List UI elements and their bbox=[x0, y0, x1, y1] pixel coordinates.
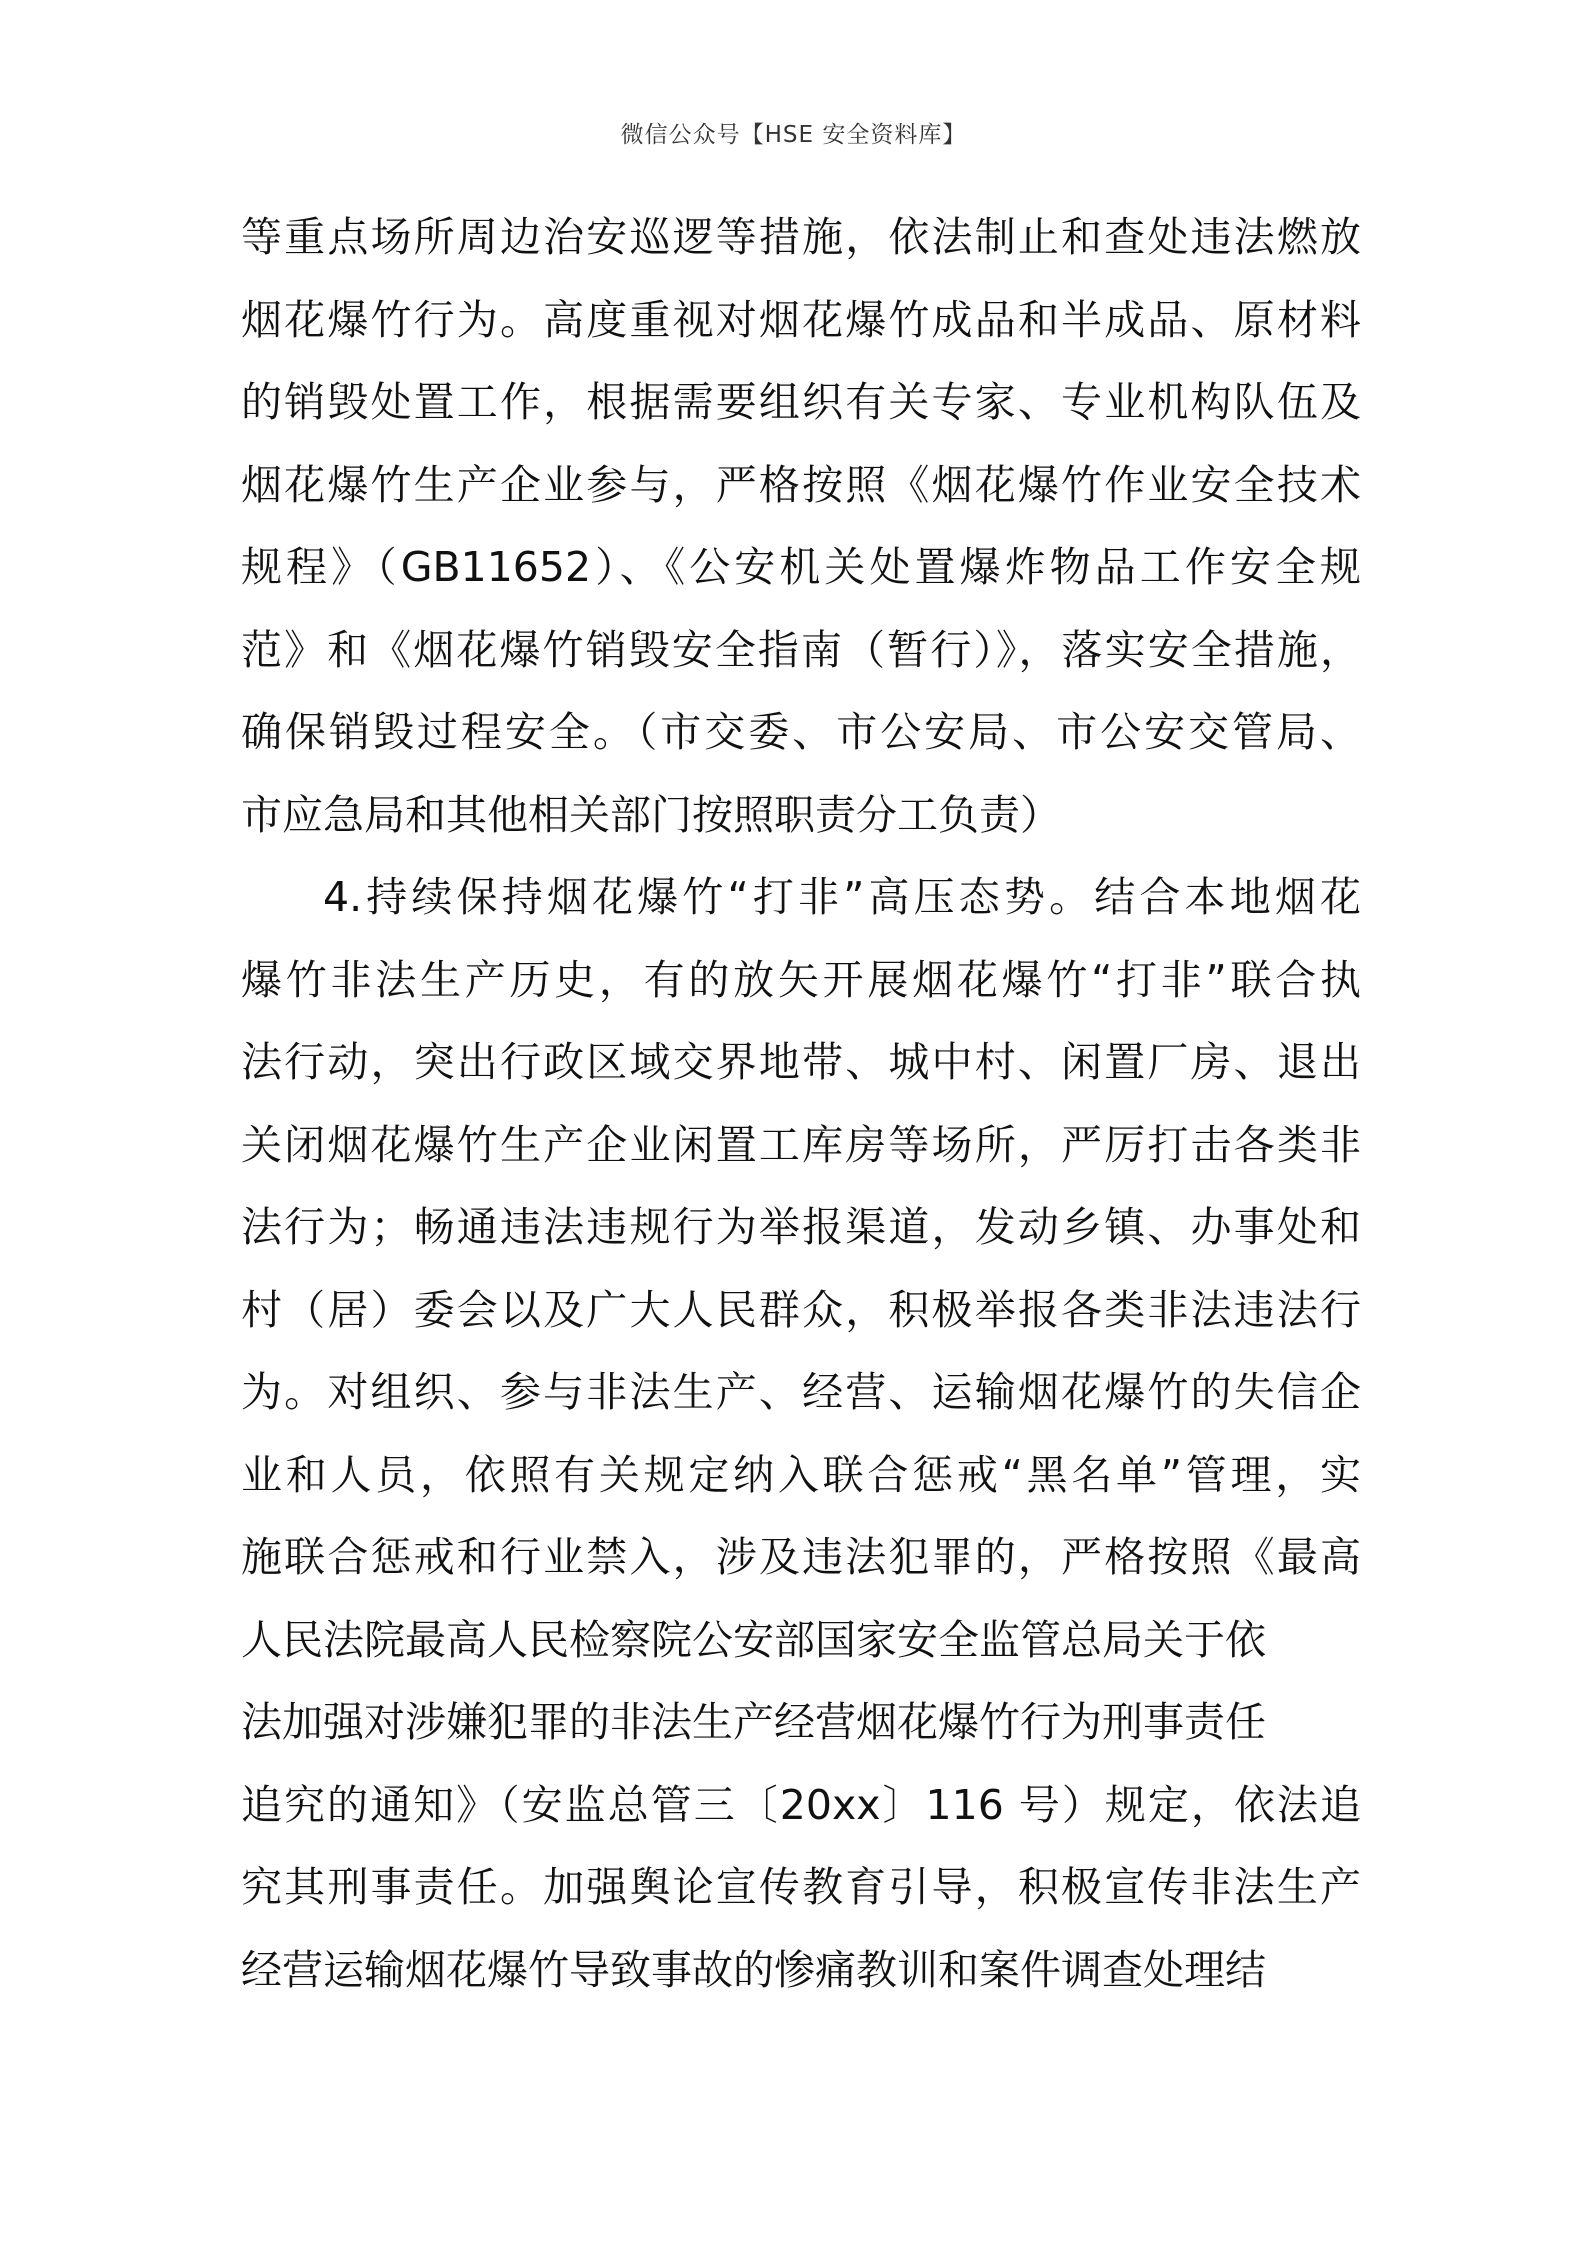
document-body bbox=[241, 196, 1361, 2011]
text-line: 人民法院最高人民检察院公安部国家安全监管总局关于依 bbox=[241, 1615, 1266, 1664]
text-line: 的销毁处置工作，根据需要组织有关专家、专业机构队伍及 bbox=[241, 378, 1361, 426]
text-line: 爆竹非法生产历史，有的放矢开展烟花爆竹“打非”联合执 bbox=[241, 955, 1361, 1004]
text-line: 法行为；畅通违法违规行为举报渠道，发动乡镇、办事处和 bbox=[241, 1203, 1361, 1251]
text-line: 市应急局和其他相关部门按照职责分工负责） bbox=[241, 790, 1061, 839]
text-line: 关闭烟花爆竹生产企业闲置工库房等场所，严厉打击各类非 bbox=[241, 1120, 1361, 1169]
text-line: 4.持续保持烟花爆竹“打非”高压态势。结合本地烟花 bbox=[323, 873, 1361, 921]
text-line: 为。对组织、参与非法生产、经营、运输烟花爆竹的失信企 bbox=[241, 1368, 1361, 1416]
text-line: 村（居）委会以及广大人民群众，积极举报各类非法违法行 bbox=[241, 1285, 1361, 1334]
text-line: 范》和《烟花爆竹销毁安全指南（暂行）》，落实安全措施， bbox=[241, 625, 1361, 674]
text-line: 烟花爆竹行为。高度重视对烟花爆竹成品和半成品、原材料 bbox=[241, 295, 1361, 344]
text-line: 确保销毁过程安全。（市交委、市公安局、市公安交管局、 bbox=[241, 708, 1361, 756]
text-line: 等重点场所周边治安巡逻等措施，依法制止和查处违法燃放 bbox=[241, 213, 1361, 261]
page-header: 微信公众号【HSE 安全资料库】 bbox=[620, 122, 967, 148]
text-line: 经营运输烟花爆竹导致事故的惨痛教训和案件调查处理结 bbox=[241, 1945, 1266, 1994]
text-line: 法行动，突出行政区域交界地带、城中村、闲置厂房、退出 bbox=[241, 1038, 1361, 1086]
text-line: 追究的通知》（安监总管三〔20xx〕116 号）规定，依法追 bbox=[241, 1780, 1361, 1829]
text-line: 规程》（GB11652）、《公安机关处置爆炸物品工作安全规 bbox=[241, 543, 1361, 591]
text-line: 烟花爆竹生产企业参与，严格按照《烟花爆竹作业安全技术 bbox=[241, 460, 1361, 509]
text-line: 法加强对涉嫌犯罪的非法生产经营烟花爆竹行为刑事责任 bbox=[241, 1698, 1266, 1746]
text-line: 究其刑事责任。加强舆论宣传教育引导，积极宣传非法生产 bbox=[241, 1863, 1361, 1911]
text-line: 业和人员，依照有关规定纳入联合惩戒“黑名单”管理，实 bbox=[241, 1450, 1361, 1499]
text-line: 施联合惩戒和行业禁入，涉及违法犯罪的，严格按照《最高 bbox=[241, 1533, 1361, 1581]
